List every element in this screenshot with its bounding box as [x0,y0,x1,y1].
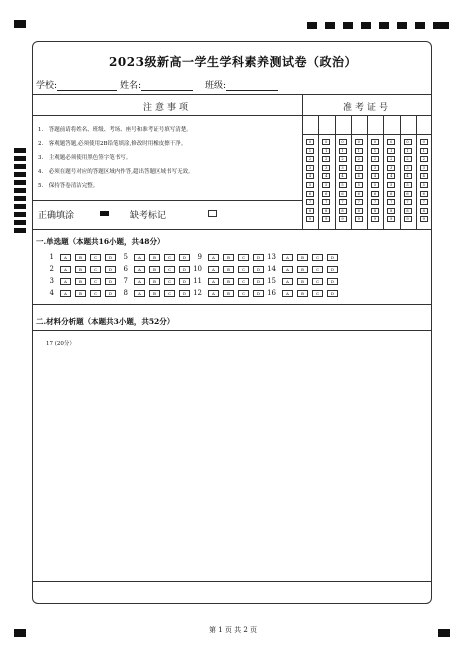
answer-option-bubble[interactable]: D [253,266,264,273]
answer-option-bubble[interactable]: D [105,266,116,273]
exam-id-bubble[interactable] [404,139,412,145]
exam-id-digit: 4 [341,174,344,179]
exam-id-bubble[interactable] [387,173,395,179]
exam-id-digit: 0 [341,140,344,144]
exam-id-bubble[interactable] [322,156,330,162]
exam-id-bubble[interactable] [322,139,330,145]
exam-id-digit: 5 [341,183,344,187]
exam-id-digit: 6 [422,191,425,196]
question-number: 12 [193,289,202,297]
exam-id-digit: 5 [325,183,328,187]
exam-id-digit: 2 [373,157,377,162]
absent-mark-checkbox[interactable] [208,210,217,217]
answer-option-bubble[interactable]: C [90,278,101,285]
answer-option-bubble[interactable]: A [208,254,219,261]
exam-id-bubble[interactable] [404,156,412,162]
answer-option-bubble[interactable]: B [223,266,234,273]
exam-id-bubble[interactable] [355,182,363,188]
exam-id-bubble[interactable] [339,148,347,154]
answer-option-bubble[interactable]: A [134,290,145,297]
page-title: 2023级新高一学生学科素养测试卷（政治） [109,55,357,69]
exam-id-digit: 3 [341,165,344,170]
exam-id-bubble[interactable] [306,173,314,179]
exam-id-bubble[interactable] [322,199,330,205]
exam-id-bubble[interactable] [355,148,363,154]
exam-id-digit: 1 [308,148,312,153]
timing-mark [14,228,26,233]
exam-id-digit: 0 [373,140,377,144]
exam-id-digit: 1 [373,148,377,153]
notice-header: 注意事项 [142,103,191,113]
exam-id-bubble[interactable] [404,165,412,171]
fill-row-divider [32,200,302,201]
answer-option-bubble[interactable]: C [90,266,101,273]
exam-id-digit: 7 [406,200,409,205]
answer-option-bubble[interactable]: B [149,254,160,261]
exam-id-digit: 5 [422,183,425,187]
question-number: 14 [267,265,276,273]
exam-id-bubble[interactable] [355,191,363,197]
exam-id-digit: 4 [406,174,409,179]
timing-mark [379,22,389,29]
page-footer: 第 1 页 共 2 页 [208,626,258,634]
exam-id-digit: 4 [422,174,425,179]
exam-id-bubble[interactable] [371,199,379,205]
exam-id-digit: 3 [357,165,360,170]
exam-id-header: 准考证号 [342,103,391,113]
timing-mark [433,22,449,29]
exam-id-digit: 9 [390,217,393,222]
exam-id-digit: 9 [357,217,360,222]
answer-option-bubble[interactable]: A [282,266,293,273]
answer-option-bubble[interactable]: B [149,266,160,273]
answer-option-bubble[interactable]: A [282,278,293,285]
exam-id-bubble[interactable] [387,199,395,205]
exam-id-digit: 9 [308,217,312,222]
exam-id-digit: 0 [357,140,360,144]
exam-id-bubble[interactable] [322,216,330,222]
exam-id-bubble[interactable] [404,173,412,179]
answer-option-bubble[interactable]: C [164,254,175,261]
exam-id-digit: 3 [422,165,425,170]
answer-option-bubble[interactable]: B [223,278,234,285]
exam-id-bubble[interactable] [404,216,412,222]
exam-id-digit: 4 [325,174,328,179]
answer-option-bubble[interactable]: A [60,278,71,285]
section2-title: 二.材料分析题（本题共3小题，共52分） [36,317,175,326]
exam-id-bubble[interactable] [387,191,395,197]
answer-option-bubble[interactable]: A [60,254,71,261]
exam-id-digit: 4 [308,174,312,179]
exam-id-bubble[interactable] [306,208,314,214]
answer-option-bubble[interactable]: A [60,266,71,273]
name-field[interactable] [120,78,193,91]
exam-id-bubble[interactable] [371,191,379,197]
question-number: 10 [193,265,202,273]
exam-id-digit: 5 [357,183,360,187]
exam-id-digit: 9 [406,217,409,222]
exam-id-digit: 2 [341,157,344,162]
exam-id-bubble[interactable] [322,165,330,171]
question-number: 5 [123,253,128,261]
answer-option-bubble[interactable]: B [297,278,308,285]
exam-id-bubble[interactable] [420,182,428,188]
timing-mark [361,22,371,29]
question-number: 13 [267,253,276,261]
exam-id-bubble[interactable] [355,208,363,214]
name-label: 姓名: [120,81,142,91]
exam-id-digit: 8 [406,208,409,213]
exam-id-bubble[interactable] [339,173,347,179]
answer-option-bubble[interactable]: A [208,266,219,273]
answer-option-bubble[interactable]: A [134,266,145,273]
notice-item-2: 2. 客观题答题,必须使用2B铅笔填涂,修改时用橡皮擦干净。 [38,141,187,147]
exam-id-digit: 7 [373,200,377,205]
q17-answer-area[interactable] [32,330,432,582]
section1-title: 一.单选题（本题共16小题，共48分） [36,237,165,246]
exam-id-bubble[interactable] [420,173,428,179]
exam-id-bubble[interactable] [371,216,379,222]
exam-id-bubble[interactable] [387,208,395,214]
answer-option-bubble[interactable]: A [60,290,71,297]
exam-id-digit: 2 [390,157,393,162]
exam-id-digit: 1 [390,148,393,153]
exam-id-bubble[interactable] [306,165,314,171]
answer-option-bubble[interactable]: B [297,290,308,297]
timing-mark [14,220,26,225]
exam-id-digit: 9 [373,217,377,222]
exam-id-bubble[interactable] [387,165,395,171]
exam-id-digit: 0 [390,140,393,144]
answer-option-bubble[interactable]: C [90,290,101,297]
exam-id-bubble[interactable] [355,199,363,205]
exam-id-digit: 8 [325,208,328,213]
exam-id-digit: 5 [373,183,377,187]
exam-id-bubble[interactable] [420,165,428,171]
exam-id-bubble[interactable] [306,139,314,145]
answer-option-bubble[interactable]: D [179,266,190,273]
exam-id-digit: 3 [325,165,328,170]
exam-id-bubble[interactable] [371,156,379,162]
exam-id-bubble[interactable] [404,199,412,205]
exam-id-bubble[interactable] [371,182,379,188]
question-number: 6 [123,265,128,273]
q17-label: 17 (20分） [46,341,75,347]
exam-id-digit: 1 [406,148,409,153]
answer-option-bubble[interactable]: B [297,254,308,261]
question-number: 15 [267,277,276,285]
answer-option-bubble[interactable]: D [179,290,190,297]
question-number: 3 [49,277,54,285]
exam-id-digit: 2 [325,157,328,162]
timing-mark [14,212,26,217]
exam-id-bubble[interactable] [371,139,379,145]
answer-option-bubble[interactable]: C [312,254,323,261]
exam-id-digit: 8 [308,208,312,213]
exam-id-digit: 7 [390,200,393,205]
exam-id-digit: 4 [390,174,393,179]
absent-mark-label: 缺考标记 [130,211,167,221]
answer-option-bubble[interactable]: D [327,266,338,273]
answer-option-bubble[interactable]: B [75,290,86,297]
exam-id-bubble[interactable] [322,191,330,197]
answer-option-bubble[interactable]: C [238,254,249,261]
exam-id-bubble[interactable] [371,208,379,214]
answer-option-bubble[interactable]: B [297,266,308,273]
answer-option-bubble[interactable]: D [253,278,264,285]
exam-id-digit: 0 [422,140,425,144]
answer-option-bubble[interactable]: C [238,278,249,285]
exam-id-digit: 6 [325,191,328,196]
answer-option-bubble[interactable]: C [312,290,323,297]
exam-id-bubble[interactable] [306,199,314,205]
exam-id-digit: 2 [308,157,312,162]
exam-id-bubble[interactable] [404,182,412,188]
answer-option-bubble[interactable]: B [223,254,234,261]
exam-id-bubble[interactable] [355,216,363,222]
exam-id-bubble[interactable] [387,156,395,162]
answer-option-bubble[interactable]: B [223,290,234,297]
exam-id-digit: 1 [422,148,425,153]
exam-id-bubble[interactable] [339,199,347,205]
answer-option-bubble[interactable]: D [253,290,264,297]
answer-option-bubble[interactable]: A [134,278,145,285]
exam-id-digit: 5 [406,183,409,187]
exam-id-bubble[interactable] [371,148,379,154]
exam-id-digit: 7 [325,200,328,205]
answer-option-bubble[interactable]: D [253,254,264,261]
exam-id-digit: 8 [357,208,360,213]
answer-option-bubble[interactable]: C [238,266,249,273]
exam-id-digit: 6 [373,191,377,196]
question-number: 4 [49,289,54,297]
exam-id-digit: 2 [406,157,409,162]
answer-option-bubble[interactable]: C [164,290,175,297]
exam-id-digit: 5 [308,183,312,187]
answer-option-bubble[interactable]: B [75,278,86,285]
exam-id-digit: 9 [341,217,344,222]
exam-id-digit: 4 [373,174,377,179]
exam-id-bubble[interactable] [420,139,428,145]
exam-id-bubble[interactable] [404,191,412,197]
exam-id-digit: 0 [406,140,409,144]
exam-id-bubble[interactable] [339,208,347,214]
exam-id-digit: 8 [390,208,393,213]
question-number: 2 [49,265,54,273]
notice-item-4: 4. 必须在题号对应的答题区域内作答,超出答题区域书写无效。 [38,169,194,175]
exam-id-bubble[interactable] [355,165,363,171]
exam-id-digit: 9 [422,217,425,222]
exam-id-bubble[interactable] [371,165,379,171]
answer-option-bubble[interactable]: A [134,254,145,261]
exam-id-bubble[interactable] [420,208,428,214]
exam-id-digit: 3 [308,165,312,170]
timing-mark [325,22,335,29]
exam-id-digit: 1 [325,148,328,153]
correct-fill-sample [100,211,109,216]
school-label: 学校: [36,81,58,91]
exam-id-bubble[interactable] [355,173,363,179]
class-label: 班级: [205,81,227,91]
exam-id-bubble[interactable] [306,156,314,162]
exam-id-bubble[interactable] [339,182,347,188]
exam-id-bubble[interactable] [355,139,363,145]
exam-id-bubble[interactable] [420,148,428,154]
answer-option-bubble[interactable]: B [149,278,160,285]
exam-id-bubble[interactable] [420,191,428,197]
notice-item-5: 5. 保持答卷清洁完整。 [38,183,99,189]
exam-id-digit: 8 [341,208,344,213]
exam-id-bubble[interactable] [387,216,395,222]
corner-mark-top-left [14,20,26,28]
timing-mark [14,196,26,201]
answer-option-bubble[interactable]: D [105,254,116,261]
section-divider [32,304,432,305]
answer-option-bubble[interactable]: D [179,254,190,261]
exam-id-bubble[interactable] [420,216,428,222]
exam-id-bubble[interactable] [322,182,330,188]
exam-id-bubble[interactable] [306,182,314,188]
question-number: 8 [123,289,128,297]
exam-id-bubble[interactable] [387,148,395,154]
exam-id-bubble[interactable] [371,173,379,179]
exam-id-digit: 6 [406,191,409,196]
timing-mark [343,22,353,29]
answer-option-bubble[interactable]: C [164,266,175,273]
exam-id-digit: 6 [308,191,312,196]
timing-mark [14,164,26,169]
exam-id-digit: 6 [390,191,393,196]
answer-option-bubble[interactable]: B [149,290,160,297]
exam-id-bubble[interactable] [306,191,314,197]
answer-option-bubble[interactable]: C [164,278,175,285]
timing-mark [14,180,26,185]
timing-mark [397,22,407,29]
exam-id-bubble[interactable] [339,165,347,171]
exam-id-digit: 9 [325,217,328,222]
question-number: 11 [193,277,202,285]
exam-id-digit: 3 [390,165,393,170]
exam-id-digit: 6 [341,191,344,196]
answer-option-bubble[interactable]: C [90,254,101,261]
timing-mark [14,188,26,193]
exam-id-digit: 4 [357,174,360,179]
school-field[interactable] [36,78,117,91]
exam-id-bubble[interactable] [339,216,347,222]
exam-id-bubble[interactable] [404,148,412,154]
question-number: 16 [267,289,276,297]
exam-id-bubble[interactable] [322,208,330,214]
exam-id-digit: 1 [341,148,344,153]
notice-item-1: 1. 答题前请将姓名、班级、考场、座号和准考证号填写清楚。 [38,127,192,133]
exam-id-digit: 7 [341,200,344,205]
timing-mark [14,204,26,209]
timing-mark [14,156,26,161]
exam-id-bubble[interactable] [306,216,314,222]
exam-id-bubble[interactable] [387,182,395,188]
exam-id-digit: 2 [357,157,360,162]
answer-option-bubble[interactable]: D [179,278,190,285]
question-number: 1 [49,253,54,261]
exam-id-bubble[interactable] [339,139,347,145]
exam-id-bubble[interactable] [404,208,412,214]
exam-id-digit: 8 [422,208,425,213]
exam-id-digit: 3 [373,165,377,170]
question-number: 9 [197,253,202,261]
answer-option-bubble[interactable]: D [327,290,338,297]
answer-option-bubble[interactable]: D [105,290,116,297]
exam-id-digit: 2 [422,157,425,162]
answer-option-bubble[interactable]: A [208,278,219,285]
answer-option-bubble[interactable]: D [327,254,338,261]
exam-id-bubble[interactable] [339,156,347,162]
answer-option-bubble[interactable]: C [238,290,249,297]
exam-id-bubble[interactable] [339,191,347,197]
exam-id-digit: 7 [308,200,312,205]
exam-id-bubble[interactable] [322,173,330,179]
exam-id-digit: 0 [308,140,312,144]
answer-option-bubble[interactable]: D [105,278,116,285]
exam-id-digit: 5 [390,183,393,187]
answer-option-bubble[interactable]: D [327,278,338,285]
answer-option-bubble[interactable]: B [75,254,86,261]
notice-item-3: 3. 主观题必须使用黑色签字笔书写。 [38,155,132,161]
exam-id-digit: 3 [406,165,409,170]
exam-id-bubble[interactable] [420,199,428,205]
exam-id-bubble[interactable] [322,148,330,154]
exam-id-bubble[interactable] [306,148,314,154]
exam-id-digit: 0 [325,140,328,144]
answer-option-bubble[interactable]: B [75,266,86,273]
exam-id-write-row [302,134,432,135]
exam-id-digit: 7 [357,200,360,205]
timing-mark [415,22,425,29]
correct-fill-label: 正确填涂 [38,211,75,221]
timing-mark [307,22,317,29]
exam-id-bubble[interactable] [420,156,428,162]
exam-id-digit: 6 [357,191,360,196]
timing-mark [14,172,26,177]
exam-id-digit: 8 [373,208,377,213]
exam-id-digit: 7 [422,200,425,205]
answer-option-bubble[interactable]: C [312,266,323,273]
exam-id-digit: 1 [357,148,360,153]
answer-option-bubble[interactable]: A [282,254,293,261]
timing-mark [14,148,26,153]
exam-id-bubble[interactable] [355,156,363,162]
answer-option-bubble[interactable]: A [208,290,219,297]
class-field[interactable] [205,78,278,91]
exam-id-bubble[interactable] [387,139,395,145]
question-number: 7 [123,277,128,285]
answer-option-bubble[interactable]: C [312,278,323,285]
answer-option-bubble[interactable]: A [282,290,293,297]
